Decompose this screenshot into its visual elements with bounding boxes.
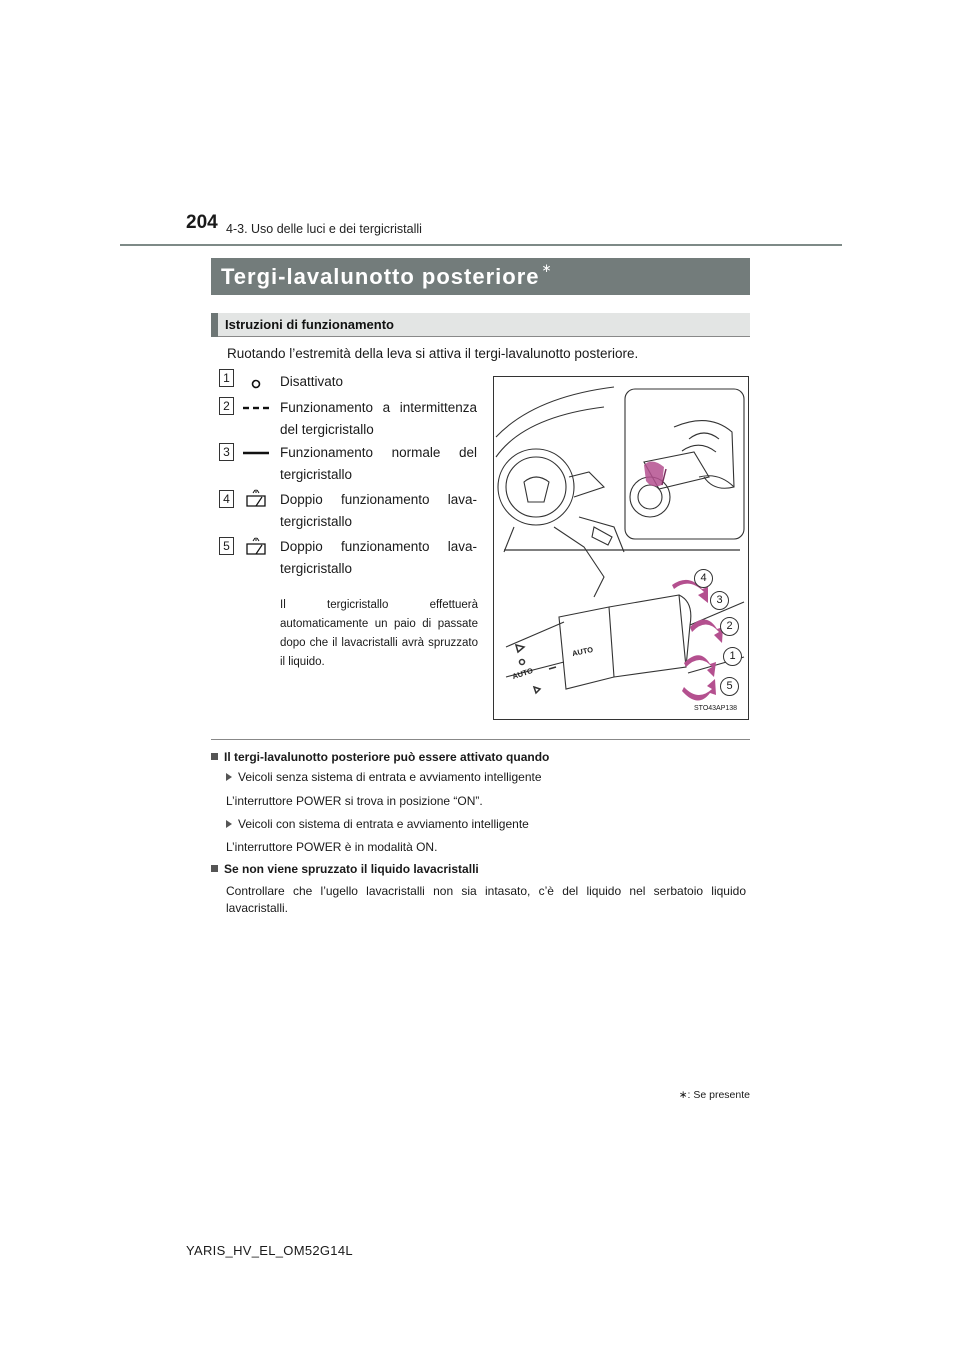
note-heading: Se non viene spruzzato il liquido lavacristalli — [211, 862, 479, 876]
callout-number: 1 — [723, 647, 742, 666]
item-text: Funzionamento normale del tergicristallo — [280, 445, 477, 482]
callout-number: 3 — [710, 591, 729, 610]
lever-label-auto: AUTO — [511, 665, 534, 682]
subheading-bar — [211, 313, 750, 337]
figure-code: STO43AP138 — [694, 705, 738, 712]
intro-text: Ruotando l’estremità della leva si attiva il tergi-lavalunotto posteriore. — [227, 346, 639, 361]
notes-divider — [211, 739, 750, 740]
triangle-bullet-icon — [226, 820, 232, 828]
note-bullet-line: Veicoli con sistema di entrata e avviamento intelligente — [226, 817, 529, 831]
item-text: Doppio funzionamento lava-tergicristallo — [280, 492, 477, 529]
subheading-marker — [211, 313, 218, 337]
item-text: Disattivato — [280, 374, 344, 389]
item-text: Doppio funzionamento lava-tergicristallo — [280, 539, 477, 576]
footnote-asterisk: ∗ — [678, 1089, 688, 1101]
square-bullet-icon — [211, 753, 218, 760]
item-number-badge: 5 — [219, 537, 234, 555]
rear-washer-icon — [242, 489, 270, 509]
note-heading: Il tergi-lavalunotto posteriore può essere attivato quando — [211, 750, 750, 764]
item-text: Funzionamento a intermittenza del tergicristallo — [280, 400, 477, 437]
lever-label-auto: AUTO — [571, 644, 594, 659]
title-asterisk: ∗ — [541, 260, 552, 275]
callout-number: 5 — [720, 677, 739, 696]
off-circle-icon — [242, 374, 270, 394]
subheading-text: Istruzioni di funzionamento — [225, 317, 394, 332]
item-number-badge: 4 — [219, 490, 234, 508]
rear-washer-icon — [242, 537, 270, 557]
section-title: Tergi-lavalunotto posteriore — [221, 263, 540, 289]
note-bullet-line: Veicoli senza sistema di entrata e avviamento intelligente — [226, 770, 542, 784]
item-note: Il tergicristallo effettuerà automaticamente un paio di passate dopo che il lavacristalli avrà spruzzato il liquido. — [280, 599, 478, 668]
notes-block — [211, 750, 750, 764]
note-line: L’interruttore POWER si trova in posizione “ON”. — [226, 794, 483, 808]
callout-number: 4 — [694, 569, 713, 588]
header-divider — [120, 244, 842, 246]
footnote: ∗: Se presente — [678, 1089, 750, 1101]
page-number: 204 — [186, 212, 218, 233]
section-title-bar — [211, 258, 750, 295]
note-line: L’interruttore POWER è in modalità ON. — [226, 840, 438, 854]
wiper-lever-illustration — [493, 376, 749, 720]
item-number-badge: 3 — [219, 443, 234, 461]
callout-number: 2 — [720, 617, 739, 636]
section-reference: 4-3. Uso delle luci e dei tergicristalli — [226, 222, 422, 236]
item-number-badge: 2 — [219, 397, 234, 415]
square-bullet-icon — [211, 865, 218, 872]
intermittent-dash-icon — [242, 398, 270, 418]
item-number-badge: 1 — [219, 369, 234, 387]
document-code: YARIS_HV_EL_OM52G14L — [186, 1243, 353, 1258]
normal-line-icon — [242, 443, 270, 463]
note-line: Controllare che l’ugello lavacristalli non sia intasato, c’è del liquido nel serbatoio liquido lavacristalli. — [226, 884, 746, 915]
triangle-bullet-icon — [226, 773, 232, 781]
